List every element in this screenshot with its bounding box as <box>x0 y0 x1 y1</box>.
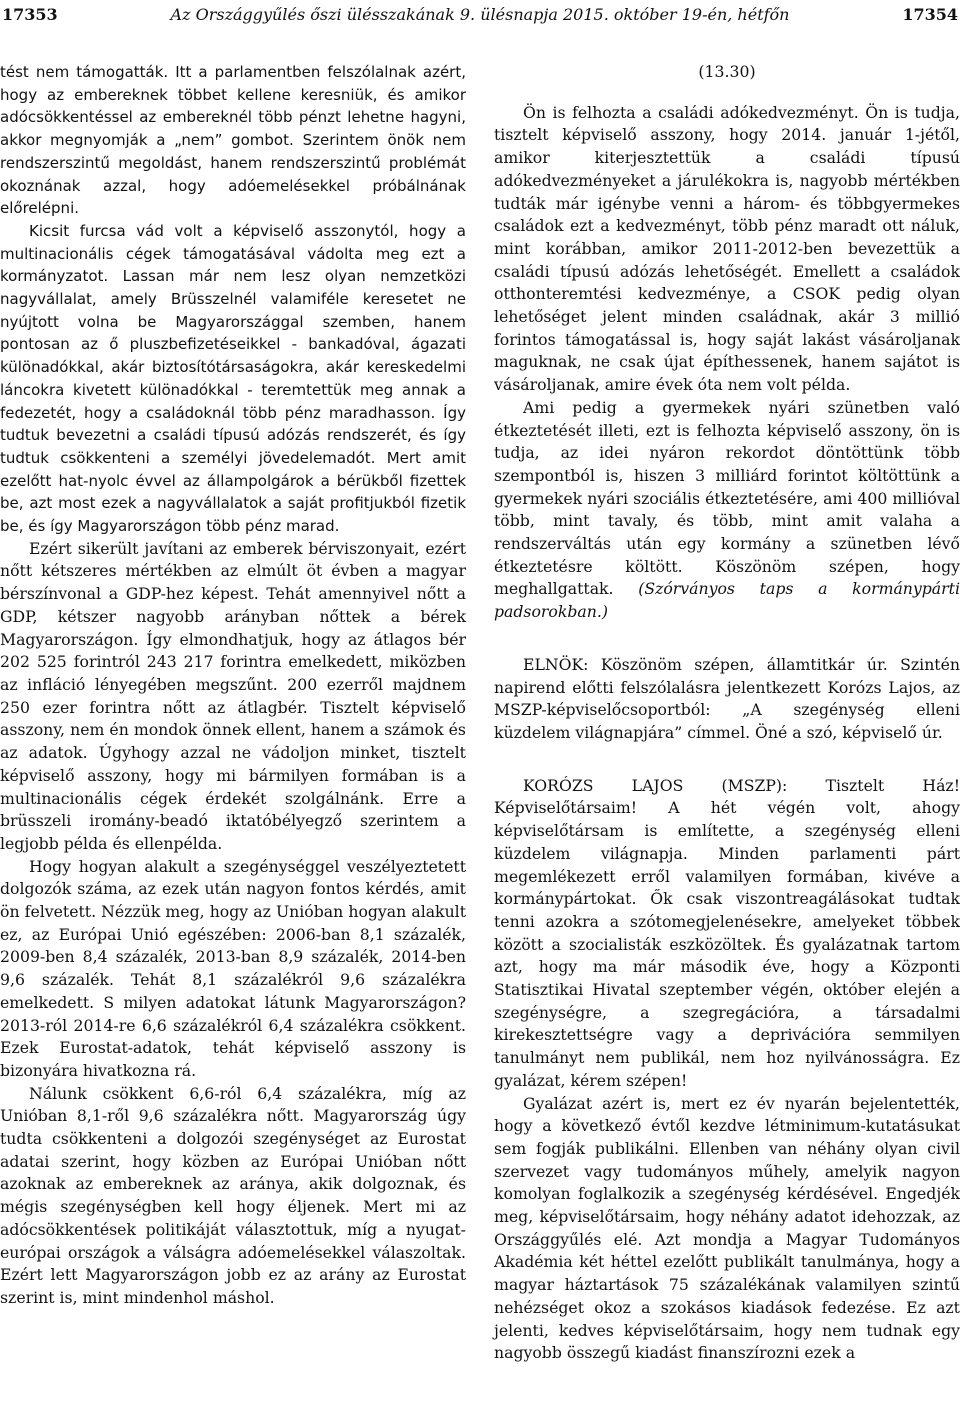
paragraph: ELNÖK: Köszönöm szépen, államtitkár úr. Szintén napirend előtti felszólalásra jelentkezett Korózs Lajos, az MSZP-képviselőcsoportból: „A szegénység elleni küzdelem világnapjára” címmel. Öné a szó, képviselő úr. <box>494 654 960 742</box>
page-number-right: 17354 <box>902 5 958 24</box>
paragraph: Gyalázat azért is, mert ez év nyarán bejelentették, hogy a következő évtől kezdve létminimum-kutatásukat sem fogják publikálni. Ellenben van néhány olyan civil szervezet vagy tudományos műhely, amelyik nagyon komolyan foglalkozik a szegénység kérdésével. Engedjék meg, képviselőtársaim, hogy néhány adatot idehozzak, az Országgyűlés elé. Azt mondja a Magyar Tudományos Akadémia két héttel ezelőtt publikált tanulmánya, hogy a magyar háztartások 75 százalékának valamilyen szintű nehézséget okoz a szokásos kiadások fedezése. Ez azt jelenti, kedves képviselőtársaim, hogy nem tudnak egy nagyobb összegű kiadást finanszírozni ezek a <box>494 1093 960 1363</box>
paragraph: Ön is felhozta a családi adókedvezményt. Ön is tudja, tisztelt képviselő asszony, hogy 2014. január 1-jétől, amikor kiterjesztettük a családi típusú adókedvezményeket a járulékokra is, nagyobb mértékben tudták már igénybe venni a három- és többgyermekes családok ezt a kedvezményt, több pénz maradt ott náluk, mint korábban, amikor 2011-2012-ben bevezettük a családi típusú adózás lehetőségét. Emellett a családok otthonteremtési kedvezménye, a CSOK pedig olyan lehetőséget jelent minden családnak, akár 3 millió forintos támogatással is, hogy saját lakást vásároljanak maguknak, ne csak újat építhessenek, hanem sajátot is vásároljanak, amire évek óta nem volt példa. <box>494 102 960 395</box>
timestamp: (13.30) <box>698 62 756 81</box>
page-header <box>2 0 958 30</box>
applause-note: (Szórványos taps a kormánypárti padsorokban.) <box>494 579 960 622</box>
right-column <box>494 61 960 1365</box>
paragraph-text: Ami pedig a gyermekek nyári szünetben való étkeztetését illeti, ezt is felhozta képviselő asszony, ön is tudja, az idei nyáron rekordot döntöttünk több szempontból is, hiszen 3 milliárd forintot költöttünk a gyermekek nyári szociális étkeztetésére, ami 400 millióval több, mint tavaly, és több, mint amit valaha a rendszerváltás után egy kormány a szünetben lévő étkeztetésre költött. Köszönöm szépen, hogy meghallgattak. <box>494 397 960 599</box>
left-column <box>0 61 466 1310</box>
sans-text-segment: Szerintem önök nem rendszerszintű megoldást, hanem rendszerszintű problémát okoznának azzal, hogy adóemelésekkel próbálnának előrelépni. <box>0 131 466 218</box>
paragraph: KORÓZS LAJOS (MSZP): Tisztelt Ház! Képviselőtársaim! A hét végén volt, ahogy képviselőtársam is említette, a szegénység elleni küzdelem világnapja. Minden parlamenti párt megemlékezett erről valamilyen formában, kivéve a kormánypártokat. Ők csak viszontreagálásokat tudtak tenni azokra a szótomegjelenésekre, amelyeket többek között a szocialisták eszközöltek. És gyalázatnak tartom azt, hogy ma már második éve, hogy a Központi Statisztikai Hivatal szeptember végén, október elején a szegénységre, a szegregációra, a társadalmi kirekesztettségre vagy a deprivációra semmilyen tanulmányt nem publikál, nem hoz nyilvánosságra. Ez gyalázat, kérem szépen! <box>494 775 960 1090</box>
paragraph <box>0 61 466 220</box>
paragraph: Kicsit furcsa vád volt a képviselő asszonytól, hogy a multinacionális cégek támogatásával vádolta meg ezt a kormányzatot. Lassan már nem lesz olyan nemzetközi nagyvállalat, amely Brüsszelnél valamiféle keresetet ne nyújtott volna be Magyarországgal szemben, hanem pontosan az ő pluszbefizetéseikkel - bankadóval, ágazati különadókkal, akár biztosítótársaságokra, akár kereskedelmi láncokra kivetett különadókkal - teremtettük meg annak a fedezetét, hogy a családoknál több pénz maradhasson. Így tudtuk bevezetni a családi típusú adózás rendszerét, és így tudtuk csökkenteni a személyi jövedelemadót. Mert amit ezelőtt hat-nyolc évvel az állampolgárok a bérükből fizettek be, azt most ezek a nagyvállalatok a saját profitjukból fizetik be, és így Magyarországon több pénz marad. <box>0 221 466 536</box>
paragraph: Ezért sikerült javítani az emberek bérviszonyait, ezért nőtt kétszeres mértékben az elmúlt öt évben a magyar bérszínvonal a GDP-hez képest. Tehát amennyivel nőtt a GDP, kétszer nagyobb arányban nőttek a bérek Magyarországon. Így elmondhatjuk, hogy az átlagos bér 202 525 forintról 243 217 forintra emelkedett, miközben az infláció lényegében megszűnt. 200 ezerről majdnem 250 ezer forintra nőtt az átlagbér. Tisztelt képviselő asszony, nem én mondok önnek ellent, hanem a számok és az adatok. Úgyhogy azzal ne vádoljon minket, tisztelt képviselő asszony, hogy mi bármilyen formában is a multinacionális cégek érdekét szolgálnánk. Erre a brüsszeli iromány-beadó iktatóbélyegző szerintem a legjobb példa és ellenpélda. <box>0 538 466 853</box>
sans-text-segment: tést nem támogatták. Itt a parlamentben felszólalnak azért, hogy az embereknek többet kellene keresniük, és amikor adócsökkentéssel az embereknél több pénzt lehetne hagyni, akkor megnyomják a „nem” gombot. <box>0 63 466 150</box>
paragraph: Hogy hogyan alakult a szegénységgel veszélyeztetett dolgozók száma, az ezek után nagyon fontos kérdés, amit ön felvetett. Nézzük meg, hogy az Unióban hogyan alakult ez, az Európai Unió egészében: 2006-ban 8,1 százalék, 2009-ben 8,4 százalék, 2013-ban 8,9 százalék, 2014-ben 9,6 százalék. Tehát 8,1 százalékról 9,6 százalékra emelkedett. S milyen adatokat látunk Magyarországon? 2013-ról 2014-re 6,6 százalékról 6,4 százalékra csökkent. Ezek Eurostat-adatok, tehát képviselő asszony is bizonyára hivatkozna rá. <box>0 856 466 1080</box>
session-title: Az Országgyűlés őszi ülésszakának 9. ülésnapja 2015. október 19-én, hétfőn <box>170 5 790 24</box>
page-number-left: 17353 <box>2 5 58 24</box>
paragraph <box>494 397 960 624</box>
paragraph: Nálunk csökkent 6,6-ról 6,4 százalékra, míg az Unióban 8,1-ről 9,6 százalékra nőtt. Magyarország úgy tudta csökkenteni a dolgozói szegénységet az Eurostat adatai szerint, hogy közben az Európai Unióban nőtt azoknak az embereknek az aránya, akik dolgoznak, és mégis szegénységben kell hogy éljenek. Mert mi az adócsökkentések politikáját választottuk, míg a nyugat-európai országok a válságra adóemelésekkel válaszoltak. Ezért lett Magyarországon jobb ez az arány az Eurostat szerint is, mint mindenhol máshol. <box>0 1083 466 1307</box>
